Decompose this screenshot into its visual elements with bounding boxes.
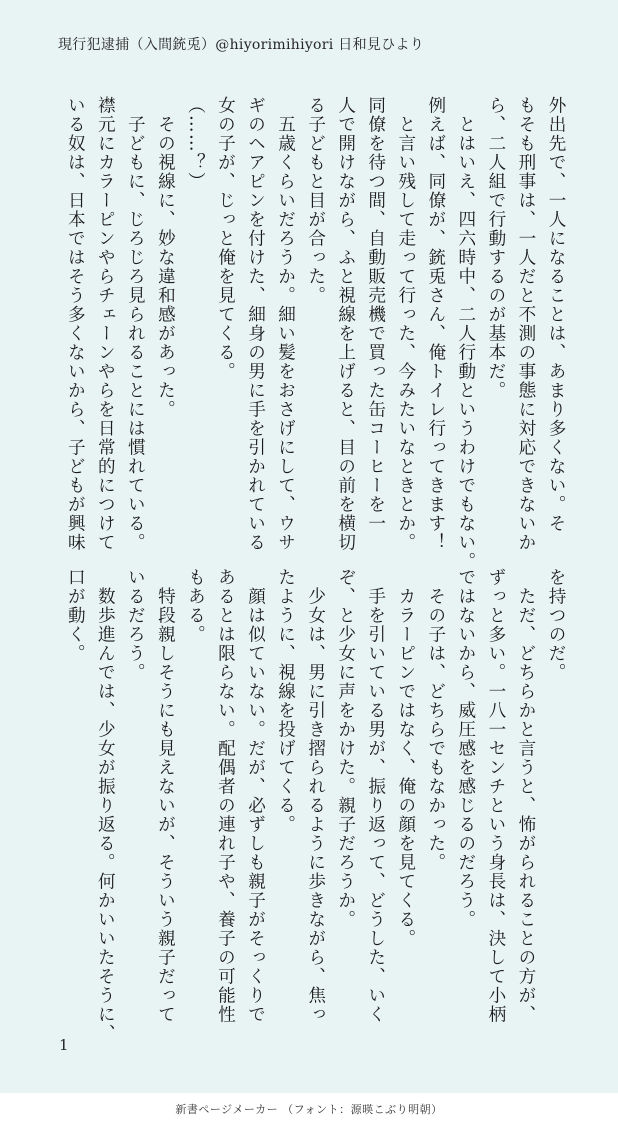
text-line: 例えば、同僚が、銃兎さん、俺トイレ行ってきます！ [425, 96, 446, 552]
text-line: いるだろう。 [125, 568, 146, 682]
text-line: 数歩進んでは、少女が振り返る。何かいいたそうに、 [95, 568, 116, 1043]
text-line: 顔は似ていない。だが、必ずしも親子がそっくりで [245, 568, 266, 1024]
page-header: 現行犯逮捕（入間銃兎）@hiyorimihiyori 日和見ひより [58, 37, 425, 53]
text-line: 特段親しそうにも見えないが、そういう親子だって [155, 568, 176, 1024]
text-line: 女の子が、じっと俺を見てくる。 [215, 96, 236, 381]
text-line: 手を引いている男が、振り返って、どうした、いく [365, 568, 386, 1024]
text-line: ら、二人組で行動するのが基本だ。 [485, 96, 506, 400]
text-line: ずっと多い。一八一センチという身長は、決して小柄 [485, 568, 506, 1024]
footer-bar [0, 1093, 618, 1132]
text-line: いる奴は、日本ではそう多くないから、子どもが興味 [65, 96, 86, 552]
text-line: とはいえ、四六時中、二人行動というわけでもない。 [455, 96, 476, 571]
text-line: 口が動く。 [65, 568, 86, 663]
text-block-upper [58, 96, 571, 571]
text-line: もそも刑事は、一人だと不測の事態に対応できないか [515, 96, 536, 552]
page-number: 1 [59, 1036, 69, 1054]
text-line: 同僚を待つ間、自動販売機で買った缶コーヒーを一 [365, 96, 386, 533]
text-line: たように、視線を投げてくる。 [275, 568, 296, 834]
text-line: あるとは限らない。配偶者の連れ子や、養子の可能性 [215, 568, 236, 1024]
text-line: もある。 [185, 568, 206, 644]
text-line: 子どもに、じろじろ見られることには慣れている。 [125, 96, 146, 552]
text-line: を持つのだ。 [546, 568, 566, 682]
text-line: と言い残して走って行った、今みたいなときとか。 [395, 96, 416, 552]
text-line: 少女は、男に引き摺られるように歩きながら、焦っ [305, 568, 326, 1024]
text-line: その視線に、妙な違和感があった。 [155, 96, 176, 419]
text-line: る子どもと目が合った。 [305, 96, 326, 305]
text-line: カラーピンではなく、俺の顔を見てくる。 [395, 568, 416, 948]
text-line: 五歳くらいだろうか。細い髪をおさげにして、ウサ [275, 96, 296, 552]
text-line: 外出先で、一人になることは、あまり多くない。そ [546, 96, 566, 533]
text-line: ぞ、と少女に声をかけた。親子だろうか。 [335, 568, 356, 929]
text-block-lower [58, 568, 571, 1043]
text-line: ただ、どちらかと言うと、怖がられることの方が、 [515, 568, 536, 1024]
text-line: 人で開けながら、ふと視線を上げると、目の前を横切 [335, 96, 356, 552]
text-line: （……？） [185, 96, 206, 191]
text-line: その子は、どちらでもなかった。 [425, 568, 446, 872]
text-line: 襟元にカラーピンやらチェーンやらを日常的につけて [95, 96, 116, 552]
footer-credit: 新書ページメーカー （フォント：源暎こぶり明朝） [175, 1103, 443, 1116]
text-line: ギのヘアピンを付けた、細身の男に手を引かれている [245, 96, 266, 552]
text-line: ではないから、威圧感を感じるのだろう。 [455, 568, 476, 929]
